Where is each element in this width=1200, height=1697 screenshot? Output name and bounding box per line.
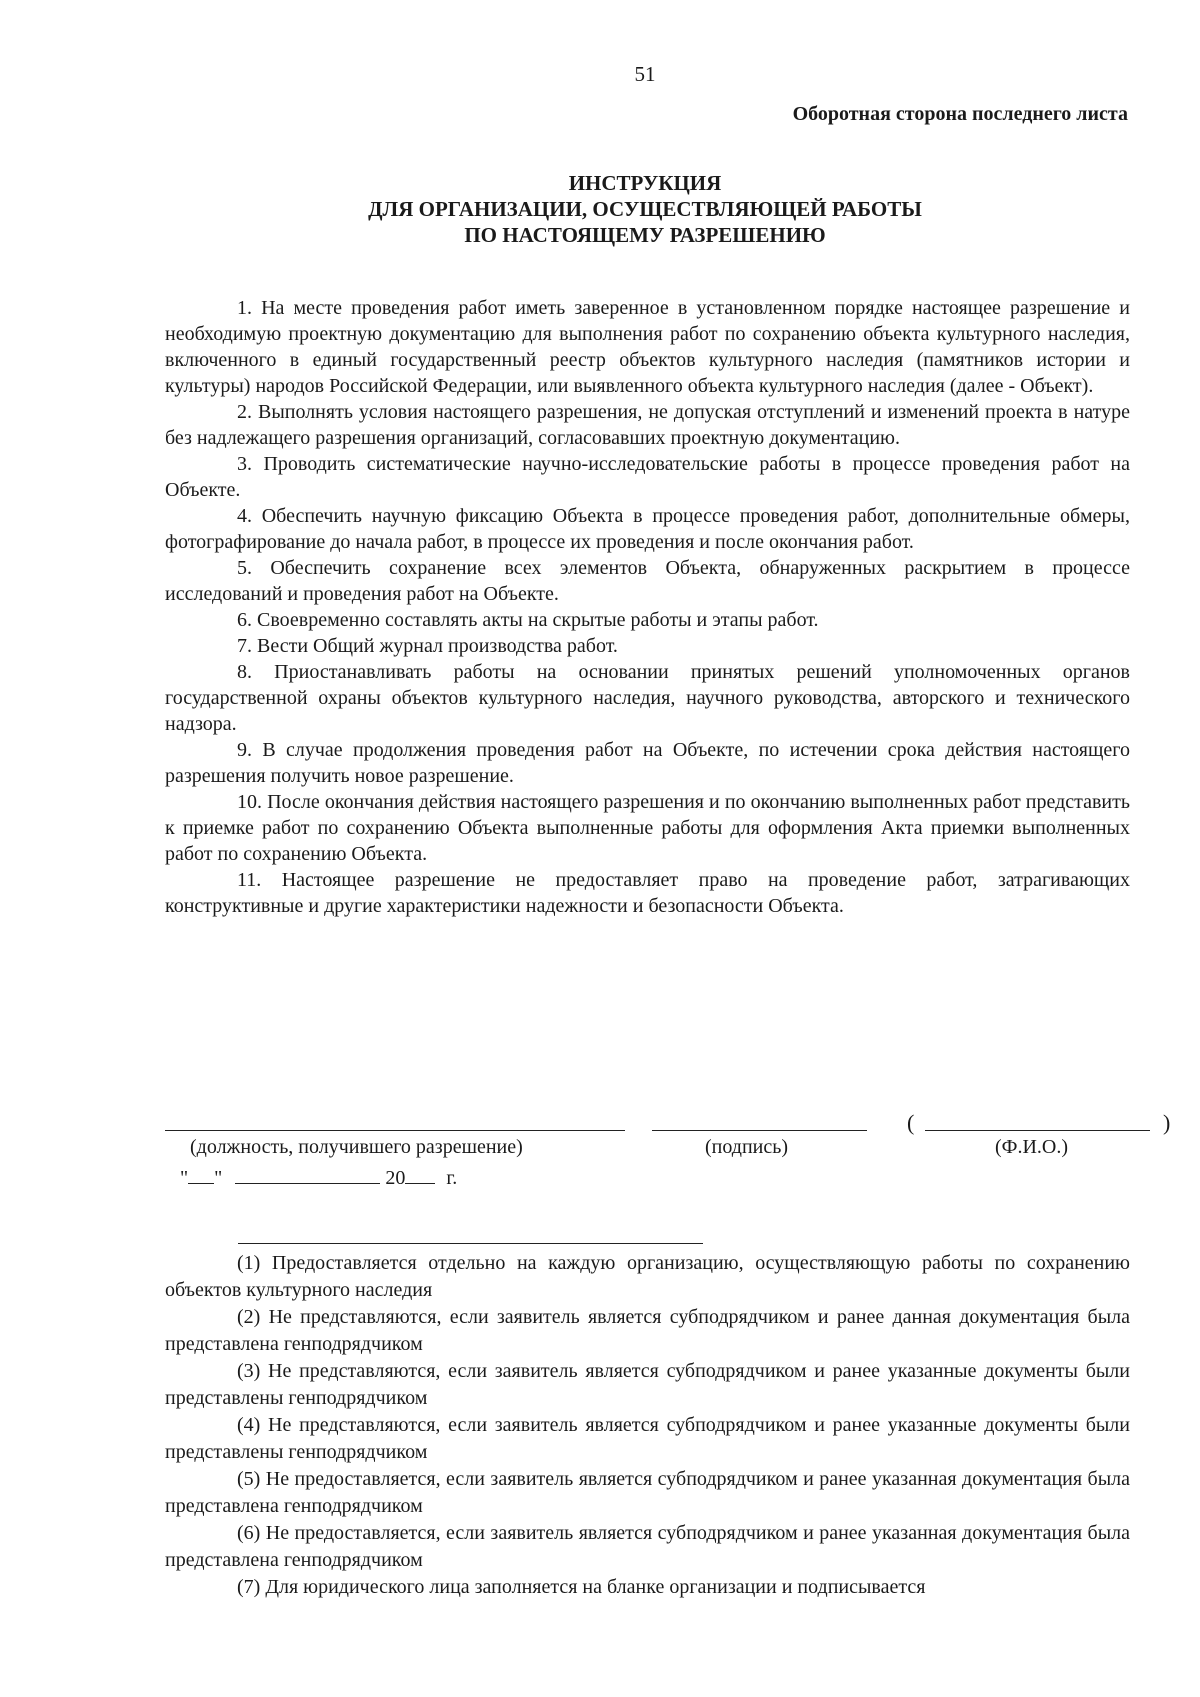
title-line-3: ПО НАСТОЯЩЕМУ РАЗРЕШЕНИЮ [464, 223, 826, 247]
footnote-5: (5) Не предоставляется, если заявитель является субподрядчиком и ранее указанная документация была представлена генподрядчиком [165, 1468, 1130, 1517]
corner-note: Оборотная сторона последнего листа [792, 103, 1128, 125]
page-number: 51 [634, 62, 656, 86]
month-blank [235, 1165, 380, 1184]
signature-line [652, 1130, 867, 1131]
paren-close: ) [1163, 1110, 1171, 1135]
paragraph-5: 5. Обеспечить сохранение всех элементов Объекта, обнаруженных раскрытием в процессе исследований и проведения работ на Объекте. [165, 557, 1130, 605]
position-caption: (должность, получившего разрешение) [190, 1136, 523, 1158]
quote-open: " [180, 1167, 189, 1189]
signature-caption: (подпись) [705, 1136, 789, 1158]
year-suffix: г. [446, 1167, 458, 1189]
title-line-2: ДЛЯ ОРГАНИЗАЦИИ, ОСУЩЕСТВЛЯЮЩЕЙ РАБОТЫ [368, 197, 922, 221]
footnote-separator [238, 1243, 703, 1244]
paragraph-4: 4. Обеспечить научную фиксацию Объекта в процессе проведения работ, дополнительные обмеры, фотографирование до начала работ, в процессе их проведения и после окончания работ. [165, 505, 1130, 553]
footnote-7: (7) Для юридического лица заполняется на бланке организации и подписывается [237, 1576, 926, 1598]
paragraph-11: 11. Настоящее разрешение не предоставляет право на проведение работ, затрагивающих конструктивные и другие характеристики надежности и безопасности Объекта. [165, 869, 1130, 917]
document-title [140, 170, 1150, 248]
quote-close: " [214, 1167, 223, 1189]
name-line [925, 1130, 1150, 1131]
day-blank [188, 1165, 214, 1184]
footnote-6: (6) Не предоставляется, если заявитель является субподрядчиком и ранее указанная документация была представлена генподрядчиком [165, 1522, 1130, 1571]
paragraph-1: 1. На месте проведения работ иметь заверенное в установленном порядке настоящее разрешение и необходимую проектную документацию для выполнения работ по сохранению объекта культурного наследия, включенного в единый государственный реестр объектов культурного наследия (памятников истории и культуры) народов Российской Федерации, или выявленного объекта культурного наследия (далее - Объект). [165, 297, 1130, 397]
date-line [180, 1165, 457, 1190]
paren-open: ( [907, 1110, 915, 1135]
paragraph-8: 8. Приостанавливать работы на основании принятых решений уполномоченных органов государственной охраны объектов культурного наследия, научного руководства, авторского и технического надзора. [165, 661, 1130, 735]
paragraph-7: 7. Вести Общий журнал производства работ. [237, 635, 618, 657]
year-blank [405, 1165, 435, 1184]
title-line-1: ИНСТРУКЦИЯ [568, 171, 722, 195]
instruction-body [165, 295, 1130, 919]
position-line [165, 1130, 625, 1131]
footnote-3: (3) Не представляются, если заявитель является субподрядчиком и ранее указанные документы были представлены генподрядчиком [165, 1360, 1130, 1409]
footnote-4: (4) Не представляются, если заявитель является субподрядчиком и ранее указанные документы были представлены генподрядчиком [165, 1414, 1130, 1463]
paragraph-6: 6. Своевременно составлять акты на скрытые работы и этапы работ. [237, 609, 819, 631]
footnotes [165, 1250, 1130, 1601]
paragraph-2: 2. Выполнять условия настоящего разрешения, не допуская отступлений и изменений проекта в натуре без надлежащего разрешения организаций, согласовавших проектную документацию. [165, 401, 1130, 449]
paragraph-9: 9. В случае продолжения проведения работ на Объекте, по истечении срока действия настоящего разрешения получить новое разрешение. [165, 739, 1130, 787]
footnote-1: (1) Предоставляется отдельно на каждую организацию, осуществляющую работы по сохранению объектов культурного наследия [165, 1252, 1130, 1301]
paragraph-3: 3. Проводить систематические научно-исследовательские работы в процессе проведения работ на Объекте. [165, 453, 1130, 501]
footnote-2: (2) Не представляются, если заявитель является субподрядчиком и ранее данная документация была представлена генподрядчиком [165, 1306, 1130, 1355]
name-caption: (Ф.И.О.) [995, 1136, 1069, 1158]
paragraph-10: 10. После окончания действия настоящего разрешения и по окончанию выполненных работ представить к приемке работ по сохранению Объекта выполненные работы для оформления Акта приемки выполненных работ по сохранению Объекта. [165, 791, 1130, 865]
year-prefix: 20 [385, 1167, 406, 1189]
